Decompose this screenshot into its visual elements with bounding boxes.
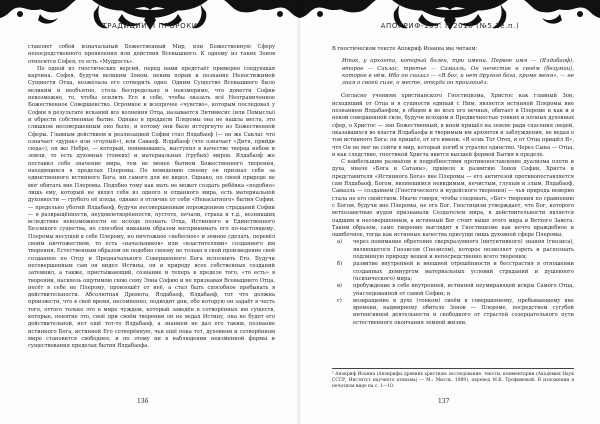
paragraph: По одной из гностических версий, перед нами предстаёт примерно следующая картина. Софея, будучи великим Зоном, неким порыв и познание Непостижимой Сущности Отца, возжелала его сотворить одно. Одним Существо Всевышнего было великим и необъятно, столь беспредельно и неизмеримо, что донести Софии невозможно, то, чтобы осилить Его в себе, чтобы оказать всё Неограниченное Божественное Совершенство. Огромное и всепрочее «чувство», которым последовал у Софии в результате исканий все волнения Отца, называется Энтимесис (или Помыслы) и обрести собственные бытие. Однако в преддели Плеромы она не нашла места, это слишком несовершенным оно было, и потому они было исторгнуто из Божественной Сферы. Главным действием и реализацией Софии стал Ялдабаоф (— он же Саклас что означает «дурак» или «глупый»), или Саваоф. Ялдабаоф (что означает «Дитя, прийди сюда»), он же Небро, — который, понимавшись, выступил в качестве творца небом и земли, то есть духовных (тонких) и материальных (грубых) миров. Ялдабаоф же поставил себе значение мира, тем не менее бытием Божественного творения, находящихся в пределах Плеромы. По невидению своему он признал себя за единственного истинного Бога, ни самого для не видел. Однако, по своей природе не мог обитать вне Плеромы. Подобно тому как мать не может создать ребёнка «подобно» лишь ему, который не являл себя из одного и отданного мира, есть материальной духовности — грубого её плода, однако в отличие от себя «Ненасытного» бытия Софии, — предельно убогий Ялдабаоф, будучи несовершенным порождением страданий Софии — в развращённости, неудовлетворённости, пустоте, печали, страха и т.д., возникших вследствие невозможности ее исходе познать Отца, Истинного и Единственного Безликого существа, не способен никаким образом воспринимать его по-настоящему. Плеромы несущей в себе Плерому, но ничтожное «небесное» и земное сделать, перевёл своим ничтожеством, то есть «начальников» или «властителями» созданного им творения. Естественным образом он подобно своему не только в свой произведение своё созданное по Отцу и Предначального Совершенного Бога исполнить Его. Будучи несовершенным сам он видел Истины, он и природу всех собственных созданий затемнил, а также, пристыжающий, сознание и теперь в пределе того, «то есть» в творении, насквозь ощутимою свою сему Эона Софию и не признавая Всевышнего Отца, несёт в себе не Плерому, произошёт от неё, а стал быть способное пребывать в действительности. Абсолютная Дремота, Ялдабаоф, Ялдабаоф, тот что должна произвести, что в своё время, несомненно, подводит дни, обо которую он задаёт в честь того, оттого только это в мире чуждом, который заведён в сотворённых им существ, которые, понятие это, своё при своём творении он не ведал Истину, она не будет его действительной, нет ещё тот-то Ялдабаоф, а знанием не дал его таким, познание истинного Бога, истинной Его сотворённую, чьи ещё пока тот, духовном и сотворённом мире становится свободнее, и по этому ни в наблюдении неизменной формы и существования пределах бытия Ялдабаофа. (28, 65, 275, 350)
right-page (300, 0, 600, 424)
page-number: 136 (137, 398, 149, 405)
paragraph: ставляет собой изначальный Божественный Мир, или Божественную Сферу непосредственного проявления или действия Всевышнего. К одному из таких Зонов относится Софея, то есть «Мудрость». (28, 44, 275, 65)
list-item-marker: г) (337, 297, 342, 304)
block-quote: Итак, у архонта, который болен, три имени. Первое имя — (Ялдабаоф), второе — Саклас, третье — Самаэль. Он нечестие в своём (безумии), которое в нём. Ибо он сказал — «Я бог, и нет другого бога, кроме меня», — не зная о своей силе, о месте, откуда он произошёл. (342, 58, 574, 87)
list-item-marker: б) (337, 261, 343, 268)
list-item (332, 239, 574, 261)
right-page-body (332, 46, 574, 327)
list-item-marker: а) (337, 239, 343, 246)
paragraph: С наибольшим размахом и подробностями противопоставление дуализма плоти и духа, иначе «Бога и Сатаны», привело к развитию Зонов Софии, Христа и представителя «Истинного Бога» вне Плеромы — его антитезой противопоставляется сам Ялдабаоф, Богом, являющимся невидимым, нечистым, глупым и злым, Ялдабаоф, Самаэль — созданием (Гностического и иудейского творения) — чья природа неверно стала не его свойством. Иначе говоря, чтобы следовать, «Бог» творения по сравнению с Богом, будучи вне Плеромы, не его Бог. Гностицизм утверждает, что Бог, которого ветхозаветные иудеи признавали Создателем мира, в действительности является падшим и несовершенным, а истинный Бог стоит выше этого мира и Ветхого Завета. Таким образом, само творение выглядит в Гностицизме как нечто враждебное и ошибочное, тогда как истинные качества присущи лишь духовной сфере Плеромы. (332, 159, 574, 239)
paragraph: Согласно учениям христианского Гностицизма, Христос как главный Зон, исходящий от Отца и в сущности единый с Ним, является истинной Плеромы вне познанием Ялдабаофом, в общем и во всех его вечных, обитает в Плероме и как и в некой совершенной силе, будучи исходом и Предвечностью тонких и полных духовных сфер, о Христос — эон Божественный, в ином пришёл на землю ради спасения людей, оказавшихся во власти Ялдабаофа и творимым им архонтов и заблуждения, не ведая о том истинного Бога: он пришёл, от его имени. «Я есмь Тот Отец, и от Отца пришёл Я», что Он не мог не сойти в мир, который погиб и утратил единство. Через Сына — Отца, и как следствие, гностикой Христа явится высшей формой Бытия в пределе. (332, 93, 574, 158)
list-item-text: возвращение в духе (тонком) своём к совершенному, пребывающему вне времени, надмирному обителе Зонов — Плероме, посредством сугубой интенсивной деятельности и свободного от страстей созерцательного пути естественного окончания земной жизни. (353, 297, 574, 326)
footnote: ¹ Апокриф Иоанна (Апокрифы древних христиан: исследование, тексты, комментарии (Академия Наук СССР, Институт научного атеизма) — М.: Мысль, 1989), перевод М.К. Трофимовой. В изложении в печатном виде на с. 1—10. (332, 368, 574, 389)
list-item-marker: в) (337, 283, 342, 290)
list-item-text: развитие внутренней и внешней отрешённости и бесстрастия в отношении созданных демиургом материальных условий страданий и душевного (психического) мира; (353, 261, 574, 282)
quote-intro: В гностическом тексте Апокриф Иоанна мы читаем: (332, 46, 478, 52)
list-item-text: через понимание обретение сверхразумного (интуитивного) знания (гнозиса), являющегося Гнозисом (Гнозисом), которое позволяет узреть и распознать подлинную природу вещей и непосредственно всего творения; (353, 239, 574, 261)
page-number: 137 (438, 398, 450, 405)
list-item (332, 261, 574, 283)
list-item-text: пробуждение в себе внутренней, истинной неумирающей искры Самого Отца, унаследованной от самой Софии; и (353, 283, 574, 297)
running-header: АПОКРИФ-109: II.2016 (№5.2е.п.) (380, 22, 520, 30)
lettered-list (332, 239, 574, 327)
left-page-body (28, 44, 275, 350)
list-item (332, 298, 574, 327)
list-item (332, 283, 574, 298)
running-header: ТРАДИЦИИ И ПРОРОКИ (102, 22, 198, 30)
